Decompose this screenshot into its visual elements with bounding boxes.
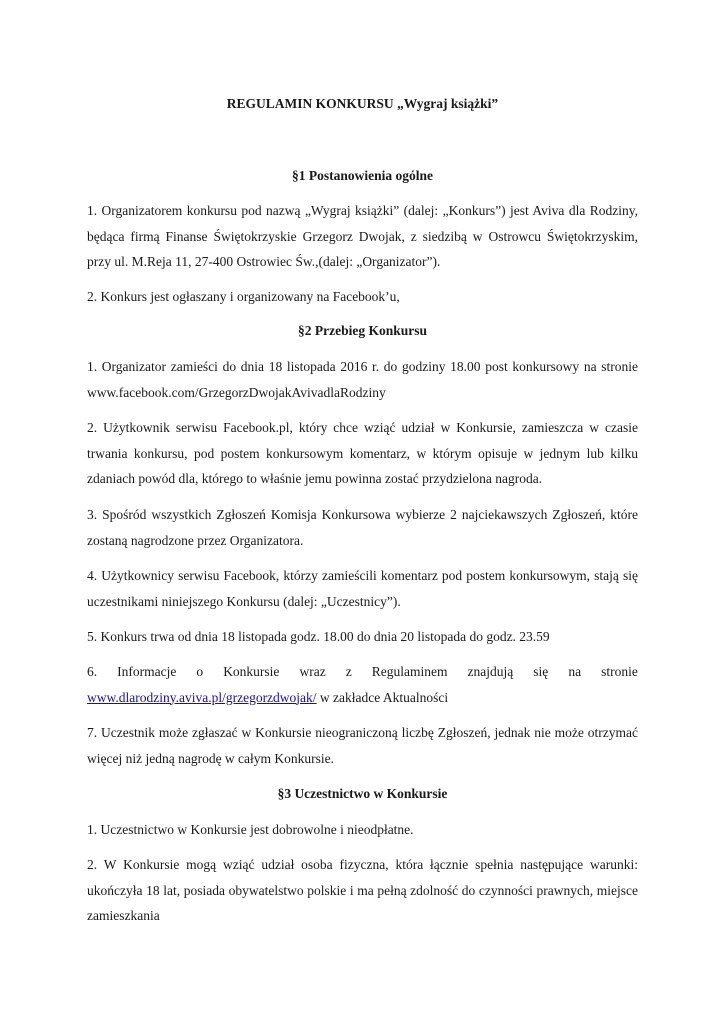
paragraph-2-2: 2. Użytkownik serwisu Facebook.pl, który chce wziąć udział w Konkursie, zamieszcza w czasie trwania konkursu, pod postem konkursowym komentarz, w którym opisuje w jednym lub kilku zdaniach powód dla, którego to właśnie jemu powinna zostać przydzielona nagroda. — [87, 420, 638, 486]
paragraph-2-6 — [87, 659, 638, 710]
document-title: REGULAMIN KONKURSU „Wygraj książki” — [226, 96, 499, 111]
paragraph-2-5: 5. Konkurs trwa od dnia 18 listopada godz. 18.00 do dnia 20 listopada do godz. 23.59 — [87, 629, 550, 644]
link-suffix: w zakładce Aktualności — [316, 689, 449, 705]
paragraph-2-6-line-1 — [87, 659, 638, 685]
paragraph-2-1: 1. Organizator zamieści do dnia 18 listopada 2016 r. do godziny 18.00 post konkursowy na stronie www.facebook.com/GrzegorzDwojakAvivadlaRodziny — [87, 359, 638, 400]
word: znajdują — [467, 664, 514, 679]
paragraph-2-4: 4. Użytkownicy serwisu Facebook, którzy zamieścili komentarz pod postem konkursowym, stają się uczestnikami niniejszego Konkursu (dalej: „Uczestnicy”). — [87, 568, 638, 609]
word: się — [533, 664, 549, 679]
word: Informacje — [117, 664, 177, 679]
paragraph-1-2: 2. Konkurs jest ogłaszany i organizowany na Facebook’u, — [87, 289, 400, 304]
paragraph-3-2: 2. W Konkursie mogą wziąć udział osoba fizyczna, która łącznie spełnia następujące warunki: ukończyła 18 lat, posiada obywatelstwo polskie i ma pełną zdolność do czynności prawnych, miejsce zamieszkania — [87, 857, 638, 923]
word: stronie — [601, 664, 638, 679]
paragraph-2-7: 7. Uczestnik może zgłaszać w Konkursie nieograniczoną liczbę Zgłoszeń, jednak nie może otrzymać więcej niż jedną nagrodę w całym Konkursie. — [87, 725, 638, 766]
section-heading-3: §3 Uczestnictwo w Konkursie — [277, 786, 448, 801]
paragraph-2-6-line-2 — [87, 685, 638, 711]
word: Regulaminem — [371, 664, 448, 679]
word: 6. — [87, 664, 98, 679]
word: Konkursie — [223, 664, 280, 679]
section-heading-1: §1 Postanowienia ogólne — [291, 168, 433, 183]
word: o — [196, 664, 204, 679]
section-heading-2: §2 Przebieg Konkursu — [297, 323, 427, 338]
paragraph-2-3: 3. Spośród wszystkich Zgłoszeń Komisja Konkursowa wybierze 2 najciekawszych Zgłoszeń, które zostaną nagrodzone przez Organizatora. — [87, 507, 638, 548]
word: wraz — [299, 664, 326, 679]
website-link[interactable]: www.dlarodziny.aviva.pl/grzegorzdwojak/ — [87, 689, 317, 705]
paragraph-3-1: 1. Uczestnictwo w Konkursie jest dobrowolne i nieodpłatne. — [87, 822, 414, 837]
paragraph-1-1: 1. Organizatorem konkursu pod nazwą „Wygraj książki” (dalej: „Konkurs”) jest Aviva dla Rodziny, będąca firmą Finanse Świętokrzyskie Grzegorz Dwojak, z siedzibą w Ostrowcu Świętokrzyskim, przy ul. M.Reja 11, 27-400 Ostrowiec Św.,(dalej: „Organizator”). — [87, 203, 638, 269]
word: z — [345, 664, 352, 679]
word: na — [568, 664, 582, 679]
